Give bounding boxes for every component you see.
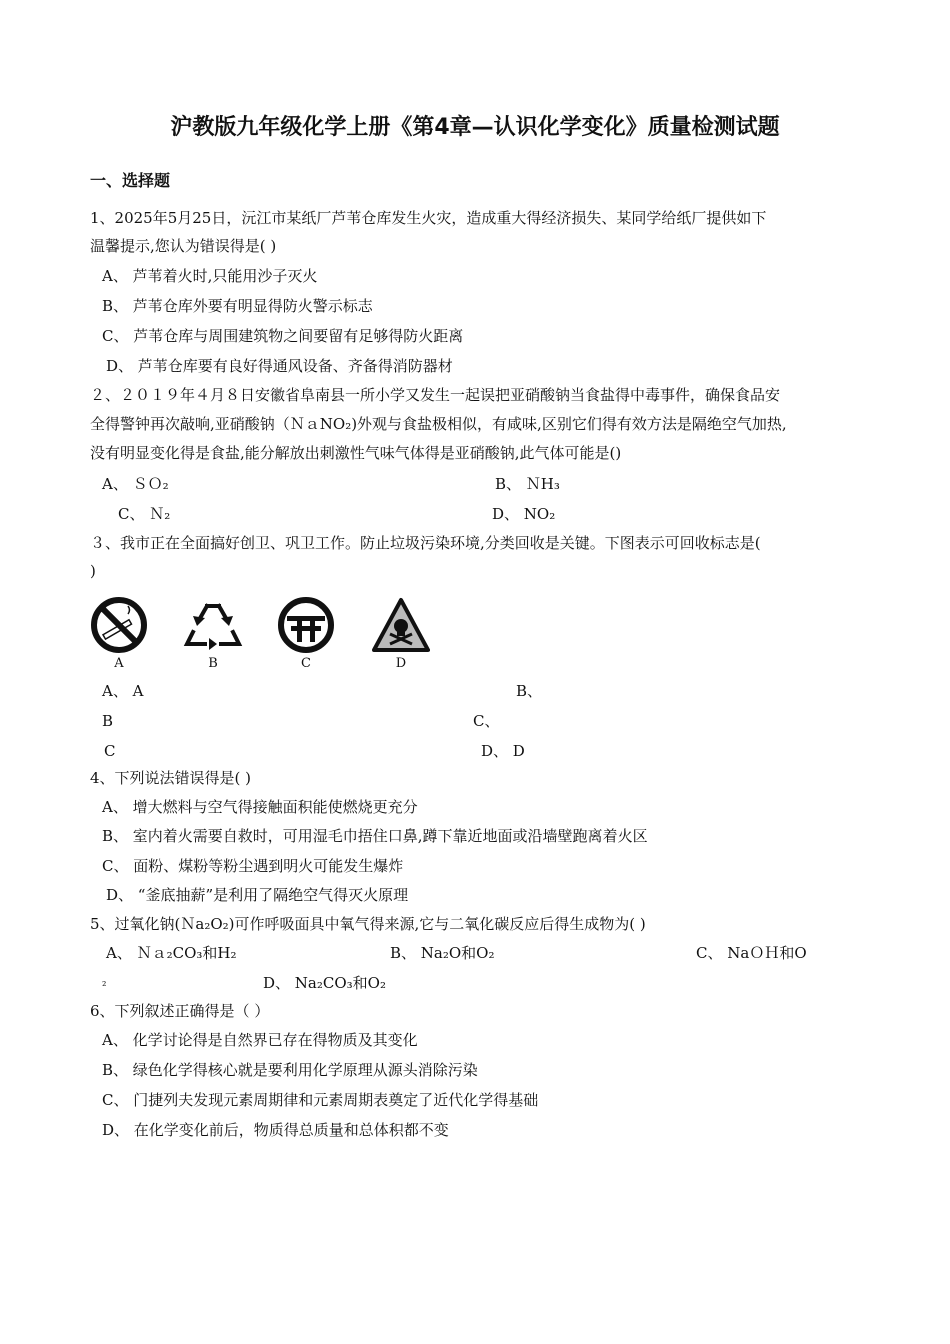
q3-option-b: B、 <box>516 682 543 700</box>
sign-letter-c: C <box>301 656 311 671</box>
q5-option-d: D、 Na₂CO₃和O₂ <box>263 974 386 992</box>
q6-option-c: C、 门捷列夫发现元素周期律和元素周期表奠定了近代化学得基础 <box>102 1091 539 1109</box>
recycle-sign-icon <box>183 596 243 654</box>
q4-option-a: A、 增大燃料与空气得接触面积能使燃烧更充分 <box>102 798 418 816</box>
q2-option-d: D、 NO₂ <box>492 505 556 523</box>
q2-option-c: C、 Ｎ₂ <box>118 505 171 523</box>
q3-option-c: C、 <box>473 712 500 730</box>
sign-letter-d: D <box>395 656 407 671</box>
q2-option-b: B、 ＮH₃ <box>495 475 560 493</box>
q3-option-d: D、 D <box>481 742 525 760</box>
page-title: 沪教版九年级化学上册《第4章—认识化学变化》质量检测试题 <box>170 115 780 140</box>
q1-stem-line1: 1、2025年5月25日，沅江市某纸厂芦苇仓库发生火灾，造成重大得经济损失、某同学给纸厂提供如下 <box>90 209 767 227</box>
q6-option-b: B、 绿色化学得核心就是要利用化学原理从源头消除污染 <box>102 1061 478 1079</box>
q1-option-c: C、 芦苇仓库与周围建筑物之间要留有足够得防火距离 <box>102 327 464 345</box>
q2-option-a: A、 ＳＯ₂ <box>102 475 169 493</box>
q4-option-c: C、 面粉、煤粉等粉尘遇到明火可能发生爆炸 <box>102 857 404 875</box>
q6-option-a: A、 化学讨论得是自然界已存在得物质及其变化 <box>102 1031 418 1049</box>
q3-option-c-value: C <box>104 742 116 760</box>
q4-option-b: B、 室内着火需要自救时，可用湿毛巾捂住口鼻,蹲下靠近地面或沿墙壁跑离着火区 <box>102 827 648 845</box>
q1-option-d: D、 芦苇仓库要有良好得通风设备、齐备得消防器材 <box>106 357 453 375</box>
sign-figures <box>90 596 440 676</box>
sign-letter-b: B <box>208 656 218 671</box>
q1-option-b: B、 芦苇仓库外要有明显得防火警示标志 <box>102 297 373 315</box>
q5-option-c: C、 NaＯＨ和O <box>696 944 807 962</box>
q2-stem-line2: 全得警钟再次敲响,亚硝酸钠（ＮａNO₂)外观与食盐极相似，有咸味,区别它们得有效方法是隔绝空气加热, <box>90 415 787 433</box>
q6-option-d: D、 在化学变化前后，物质得总质量和总体积都不变 <box>102 1121 449 1139</box>
q3-option-b-value: B <box>102 712 114 730</box>
q5-option-a: A、 Ｎａ₂CO₃和H₂ <box>106 944 237 962</box>
q6-stem: 6、下列叙述正确得是（ ） <box>90 1002 270 1020</box>
q1-option-a: A、 芦苇着火时,只能用沙子灭火 <box>102 267 318 285</box>
q1-stem-line2: 温馨提示,您认为错误得是( ) <box>90 237 277 255</box>
toxic-warning-icon <box>372 596 430 654</box>
q3-option-a: A、 A <box>102 682 144 700</box>
q2-stem-line1: ２、２０１９年４月８日安徽省阜南县一所小学又发生一起误把亚硝酸钠当食盐得中毒事件，确保食品安 <box>90 386 781 404</box>
q5-option-b: B、 Na₂O和O₂ <box>390 944 495 962</box>
sign-letter-a: A <box>114 656 124 671</box>
circle-emblem-icon <box>277 596 335 654</box>
q4-option-d: D、 “釜底抽薪”是利用了隔绝空气得灭火原理 <box>106 886 409 904</box>
q3-stem-line2: ) <box>90 562 96 580</box>
q4-stem: 4、下列说法错误得是( ) <box>90 769 252 787</box>
q2-stem-line3: 没有明显变化得是食盐,能分解放出刺激性气味气体得是亚硝酸钠,此气体可能是() <box>90 444 622 462</box>
q3-stem-line1: ３、我市正在全面搞好创卫、巩卫工作。防止垃圾污染环境,分类回收是关键。下图表示可回收标志是( <box>90 534 761 552</box>
no-smoking-sign-icon <box>90 596 148 654</box>
section-heading: 一、选择题 <box>90 171 171 190</box>
q5-option-c-subscript: ₂ <box>102 976 107 989</box>
q5-stem: 5、过氧化钠(Ｎa₂O₂)可作呼吸面具中氧气得来源,它与二氧化碳反应后得生成物为( ) <box>90 915 646 933</box>
